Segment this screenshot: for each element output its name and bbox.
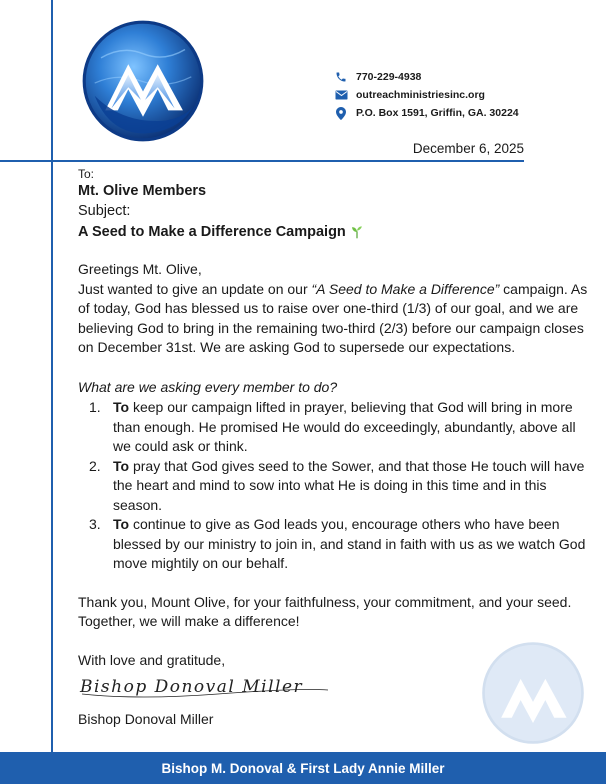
list-number: 1. (89, 399, 101, 415)
list-item (89, 515, 588, 574)
contact-block (334, 68, 519, 122)
question: What are we asking every member to do? (78, 378, 338, 395)
globe-mountain-logo-icon (80, 18, 206, 144)
list-number: 2. (89, 457, 101, 474)
footer-bar (0, 752, 606, 784)
contact-website (334, 86, 519, 104)
header-rule (0, 160, 524, 162)
list-text: continue to give as God leads you, encourage others who have been blessed by our ministry to join in, and stand in faith with us as we watch God move mightily on our behalf. (113, 516, 586, 571)
list-text: pray that God gives seed to the Sower, and that those He touch will have the heart and mind to sow into what He is doing in this time and in this season. (113, 457, 585, 513)
list-text: keep our campaign lifted in prayer, believing that God will bring in more than enough. He promised He would do exceedingly, abundantly, above all we could ask or think. (113, 399, 576, 454)
signoff: With love and gratitude, (78, 651, 226, 668)
list-lead: To (113, 516, 130, 532)
subject-text: A Seed to Make a Difference Campaign (78, 224, 346, 240)
contact-address (334, 104, 519, 122)
signer-name: Bishop Donoval Miller (78, 710, 214, 727)
closing-paragraph: Thank you, Mount Olive, for your faithfulness, your commitment, and your seed. Together, we will make a difference! (78, 593, 572, 629)
letter-date: December 6, 2025 (412, 141, 524, 156)
list-item (89, 457, 588, 516)
list-item (89, 398, 588, 457)
website-text: outreachministriesinc.org (356, 89, 485, 101)
mail-icon (334, 88, 348, 102)
intro-paragraph (78, 280, 588, 358)
subject-line (78, 221, 588, 243)
footer-text: Bishop M. Donoval & First Lady Annie Miller (161, 760, 445, 776)
intro-before: Just wanted to give an update on our (78, 280, 312, 297)
location-pin-icon (334, 106, 348, 120)
recipient: Mt. Olive Members (78, 183, 207, 199)
letter-body (78, 166, 588, 729)
signature-script: Bishop Donoval Miller (80, 677, 304, 697)
contact-phone (334, 68, 519, 86)
address-text: P.O. Box 1591, Griffin, GA. 30224 (356, 107, 519, 119)
to-label: To: (78, 167, 95, 181)
list-lead: To (113, 399, 130, 415)
steps-list (78, 398, 588, 574)
signature-icon (78, 670, 338, 700)
phone-text: 770-229-4938 (356, 71, 422, 83)
list-number: 3. (89, 516, 101, 532)
sprout-icon (350, 225, 364, 239)
campaign-name: “A Seed to Make a Difference” (311, 280, 500, 297)
greeting: Greetings Mt. Olive, (78, 261, 202, 277)
intro-after: campaign. As of today, God has blessed us to raise over one-third (1/3) of our goal, and we are believing God to bring in the remaining two-third (2/3) before our campaign closes on December 31st. We are asking God to supersede our expectations. (78, 280, 588, 355)
subject-label: Subject: (78, 203, 131, 219)
left-rule (51, 0, 53, 752)
list-lead: To (113, 457, 130, 474)
phone-icon (334, 70, 348, 84)
